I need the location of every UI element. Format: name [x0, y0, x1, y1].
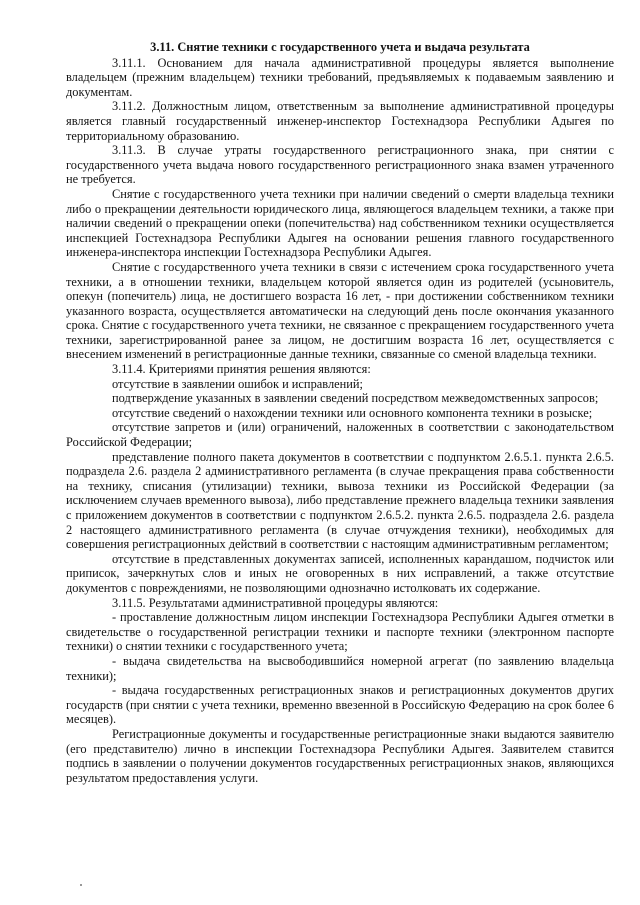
criteria-item-no-errors: отсутствие в заявлении ошибок и исправлений;	[112, 376, 363, 391]
criteria-item-no-restrictions: отсутствие запретов и (или) ограничений, наложенных в соответствии с законодательством Российской Федерации;	[66, 420, 614, 450]
criteria-item-full-package: представление полного пакета документов в соответствии с подпунктом 2.6.5.1. пункта 2.6.5. подраздела 2.6. раздела 2 административного регламента (в случае прекращения права собственности на технику, списания (утилизации) техники, вывоза техники из Российской Федерации (за исключением случаев временного вывоза), либо представление прежнего владельца техники заявления с приложением документов в соответствии с подпунктом 2.6.5.2. пункта 2.6.5. подраздела 2.6. раздела 2 настоящего административного регламента (в случае отчуждения техники), необходимых для совершения регистрационных действий в соответствии с настоящим административным регламентом;	[66, 449, 614, 552]
result-item-mark: - проставление должностным лицом инспекции Гостехнадзора Республики Адыгея отметки в свидетельстве о государственной регистрации техники и паспорте техники (электронном паспорте техники) о снятии техники с государственного учета;	[66, 610, 614, 654]
paragraph-3-11-4: 3.11.4. Критериями принятия решения являются:	[112, 362, 371, 377]
criteria-item-no-corrections: отсутствие в представленных документах записей, исполненных карандашом, подчисток или приписок, зачеркнутых слов и иных не оговоренных в них исправлений, а также отсутствие документов с повреждениями, не позволяющими однозначно истолковать их содержание.	[66, 551, 614, 595]
paragraph-3-11-1: 3.11.1. Основанием для начала административной процедуры является выполнение владельцем (прежним владельцем) техники требований, предъявляемых к подаваемым заявлению и документам.	[66, 55, 614, 99]
criteria-item-not-wanted: отсутствие сведений о нахождении техники или основного компонента техники в розыске;	[112, 405, 593, 420]
document-page	[66, 40, 614, 785]
paragraph-deregistration-expiry: Снятие с государственного учета техники в связи с истечением срока государственного учета техники, а в отношении техники, владельцем которой является один из родителей (усыновитель, опекун (попечитель) лица, не достигшего возраста 16 лет, - при достижении собственником техники указанного возраста, осуществляется автоматически на следующий день после окончания указанного срока. Снятие с государственного учета техники, не связанное с прекращением государственного учета техники, зарегистрированной ранее за лицом, не достигшим возраста 16 лет, осуществляется с внесением изменений в регистрационные данные техники, связанные со сменой владельца техники.	[66, 259, 614, 362]
criteria-item-confirmation: подтверждение указанных в заявлении сведений посредством межведомственных запросов;	[112, 391, 599, 406]
paragraph-3-11-3: 3.11.3. В случае утраты государственного регистрационного знака, при снятии с государственного учета выдача нового государственного регистрационного знака взамен утраченного не требуется.	[66, 143, 614, 187]
scan-speck	[80, 884, 82, 886]
paragraph-3-11-5: 3.11.5. Результатами административной процедуры являются:	[112, 595, 439, 610]
result-item-certificate: - выдача свидетельства на высвободившийся номерной агрегат (по заявлению владельца техники);	[66, 653, 614, 683]
section-title: 3.11. Снятие техники с государственного учета и выдача результата	[150, 40, 530, 54]
paragraph-deregistration-death: Снятие с государственного учета техники при наличии сведений о смерти владельца техники либо о прекращении деятельности юридического лица, являющегося владельцем техники, а также при наличии сведений о прекращении опеки (попечительства) над собственником техники осуществляется инспекцией Гостехнадзора Республики Адыгея на основании решения главного государственного инженера-инспектора инспекции Гостехнадзора Республики Адыгея.	[66, 186, 614, 260]
result-item-foreign-plates: - выдача государственных регистрационных знаков и регистрационных документов других государств (при снятии с учета техники, временно ввезенной в Российскую Федерацию на срок более 6 месяцев).	[66, 683, 614, 727]
paragraph-3-11-2: 3.11.2. Должностным лицом, ответственным за выполнение административной процедуры является главный государственный инженер-инспектор Гостехнадзора Республики Адыгея по территориальному образованию.	[66, 99, 614, 143]
paragraph-issuance: Регистрационные документы и государственные регистрационные знаки выдаются заявителю (его представителю) лично в инспекции Гостехнадзора Республики Адыгея. Заявителем ставится подпись в заявлении о получении документов государственных регистрационных знаков, являющихся результатом предоставления услуги.	[66, 726, 614, 785]
